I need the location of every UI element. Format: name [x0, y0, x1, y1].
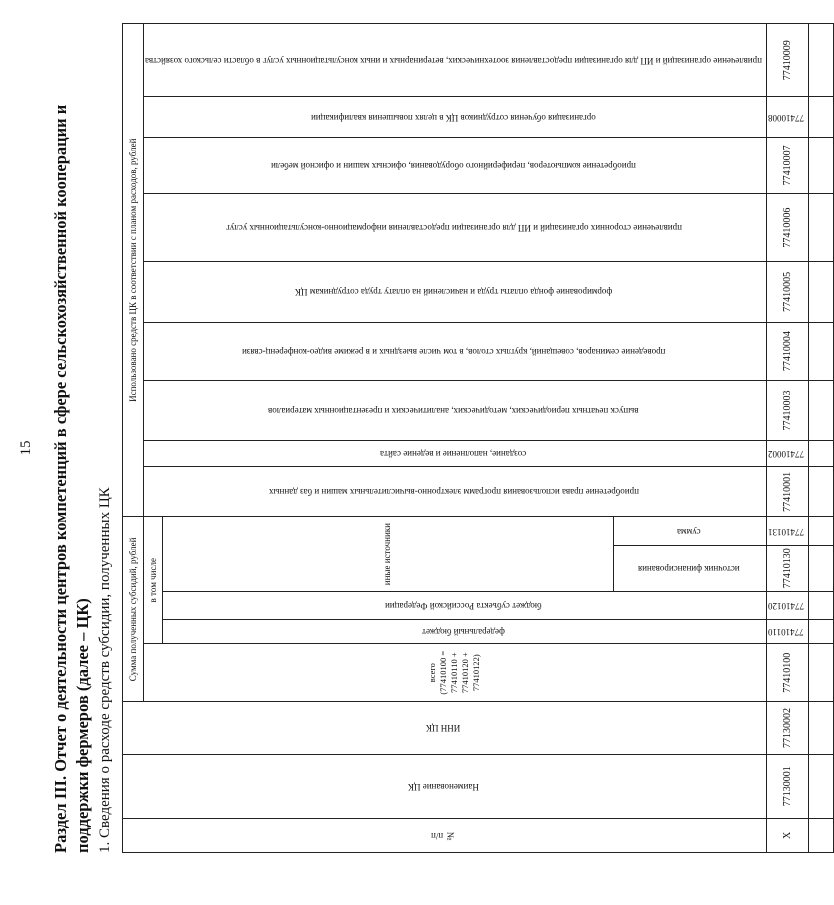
header-regional: бюджет субъекта Российской Федерации	[163, 591, 767, 619]
code-cell: 77410130	[766, 545, 808, 591]
subsidy-report-table	[122, 23, 834, 853]
code-row	[766, 24, 808, 853]
header-expense-4: проведение семинаров, совещаний, круглых столов, в том числе выездных и в режиме видео-конференц-связи	[144, 322, 767, 380]
header-no: № п/п	[123, 818, 767, 852]
header-expense-6: привлечение сторонних организаций и ИП для организации предоставления информационно-консультационных услуг	[144, 193, 767, 261]
header-federal: федеральный бюджет	[163, 619, 767, 643]
code-cell: 77410002	[766, 441, 808, 467]
code-cell: 77410110	[766, 619, 808, 643]
code-cell: 77410001	[766, 467, 808, 517]
code-cell: 77410005	[766, 262, 808, 322]
header-expense-7: приобретение компьютеров, периферийного оборудования, офисных машин и офисной мебели	[144, 137, 767, 193]
page-number: 15	[18, 440, 34, 456]
header-source: источник финансирования	[613, 545, 766, 591]
code-cell: 77410004	[766, 322, 808, 380]
header-used-group: Использовано средств ЦК в соответствии с планом расходов, рублей	[123, 24, 144, 517]
code-cell: 77130001	[766, 754, 808, 818]
header-other-sources: иные источники	[163, 517, 614, 591]
code-cell: 77130002	[766, 702, 808, 754]
code-cell: X	[766, 818, 808, 852]
empty-data-row	[808, 24, 833, 853]
header-expense-8: организация обучения сотрудников ЦК в целях повышения квалификации	[144, 97, 767, 137]
code-cell: 77410006	[766, 193, 808, 261]
code-cell: 77410131	[766, 517, 808, 545]
header-expense-9: привлечение организаций и ИП для организации предоставления зоотехнических, ветеринарных и иных консультационных услуг в области сельского хозяйства	[144, 24, 767, 98]
section-subheading: 1. Сведения о расходе средств субсидии, полученных ЦК	[97, 487, 113, 853]
header-total: всего (77410100 = 77410110 + 77410120 + 77410122)	[144, 644, 767, 702]
header-expense-2: создание, наполнение и ведение сайта	[144, 441, 767, 467]
header-subsidy-group: Сумма полученных субсидий, рублей	[123, 517, 144, 702]
header-expense-5: формирование фонда оплаты труда и начислений на оплату труда сотрудникам ЦК	[144, 262, 767, 322]
header-name: Наименование ЦК	[123, 754, 767, 818]
header-expense-3: выпуск печатных периодических, методических, аналитических и презентационных материалов	[144, 380, 767, 440]
header-incl: в том числе	[144, 517, 163, 644]
code-cell: 77410003	[766, 380, 808, 440]
header-sum: сумма	[613, 517, 766, 545]
code-cell: 77410009	[766, 24, 808, 98]
code-cell: 77410008	[766, 97, 808, 137]
section-heading: Раздел III. Отчет о деятельности центров компетенций в сфере сельскохозяйственной кооперации и поддержки фермеров (далее – ЦК)	[51, 104, 92, 853]
header-expense-1: приобретение права использования программ электронно-вычислительных машин и баз данных	[144, 467, 767, 517]
code-cell: 77410120	[766, 591, 808, 619]
code-cell: 77410100	[766, 644, 808, 702]
code-cell: 77410007	[766, 137, 808, 193]
header-inn: ИНН ЦК	[123, 702, 767, 754]
